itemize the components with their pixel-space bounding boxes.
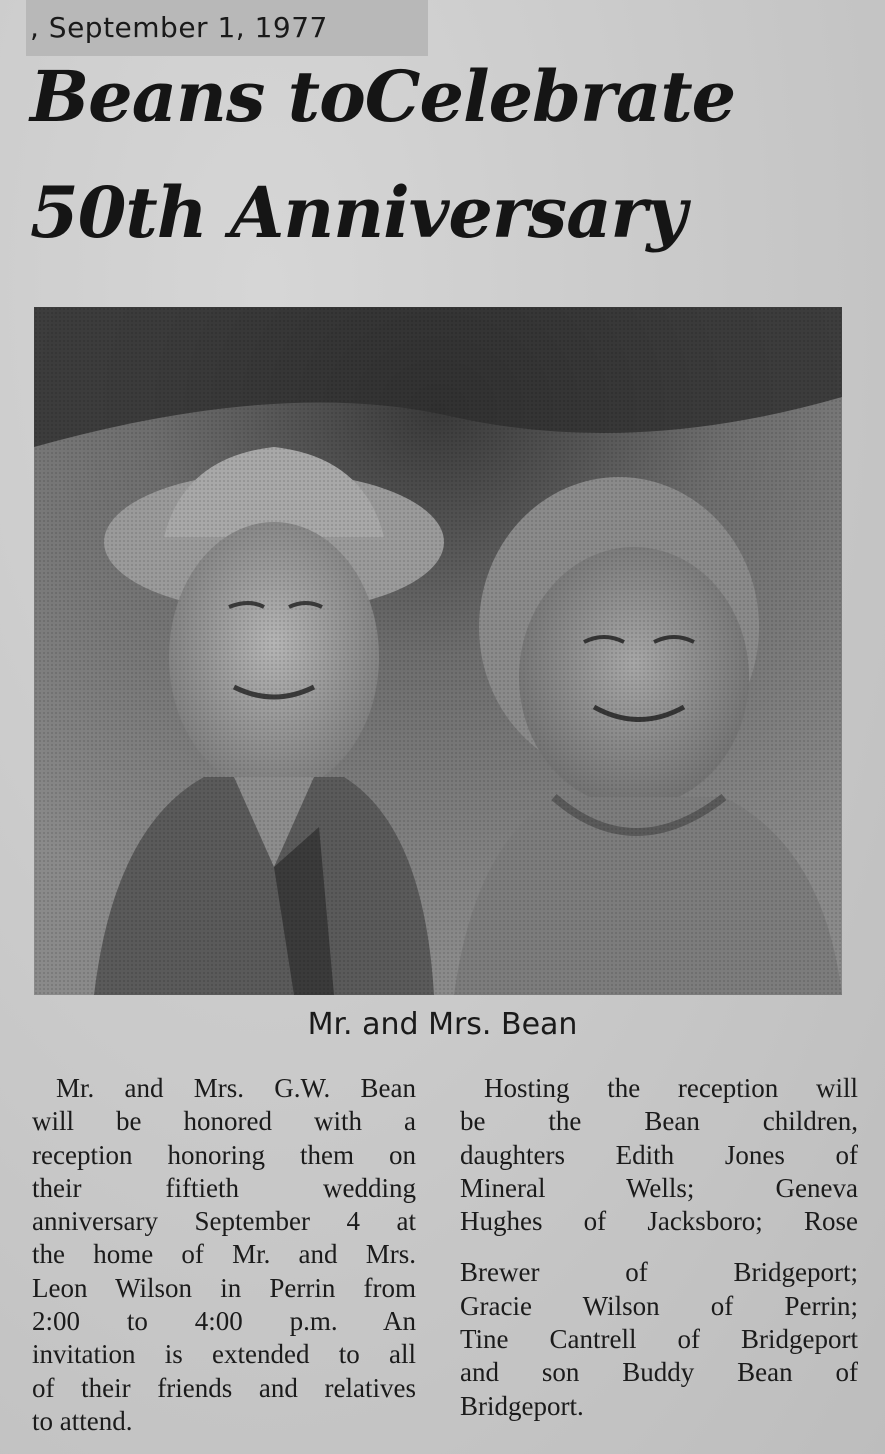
article-line: will be honored with a bbox=[32, 1106, 416, 1137]
couple-photo bbox=[34, 307, 842, 995]
dateline: , September 1, 1977 bbox=[26, 0, 428, 56]
article-line: daughters Edith Jones of bbox=[460, 1139, 858, 1170]
article-line: Tine Cantrell of Bridgeport bbox=[460, 1324, 858, 1355]
article-line: Gracie Wilson of Perrin; bbox=[460, 1290, 858, 1321]
article-line: Bridgeport. bbox=[460, 1390, 584, 1421]
photo-caption: Mr. and Mrs. Bean bbox=[307, 1007, 578, 1042]
article-column-left bbox=[32, 1072, 416, 1438]
article-line: Hughes of Jacksboro; Rose bbox=[460, 1206, 858, 1237]
article-line: be the Bean children, bbox=[460, 1106, 858, 1137]
article-line: Leon Wilson in Perrin from bbox=[32, 1272, 416, 1303]
article-line: invitation is extended to all bbox=[32, 1339, 416, 1370]
headline-line-1: Beans toCelebrate bbox=[30, 55, 736, 138]
article-line: Mineral Wells; Geneva bbox=[460, 1172, 858, 1203]
article-line: the home of Mr. and Mrs. bbox=[32, 1239, 416, 1270]
article-line: and son Buddy Bean of bbox=[460, 1357, 858, 1388]
article-column-right bbox=[460, 1072, 858, 1423]
article-line: to attend. bbox=[32, 1405, 133, 1436]
article-line: Brewer of Bridgeport; bbox=[460, 1257, 858, 1288]
column-gap bbox=[460, 1238, 858, 1256]
article-line: 2:00 to 4:00 p.m. An bbox=[32, 1306, 416, 1337]
article-line: their fiftieth wedding bbox=[32, 1172, 416, 1203]
headline-line-2: 50th Anniversary bbox=[30, 171, 687, 254]
article-line: anniversary September 4 at bbox=[32, 1206, 416, 1237]
article-line: of their friends and relatives bbox=[32, 1372, 416, 1403]
article-line: reception honoring them on bbox=[32, 1139, 416, 1170]
article-line: Mr. and Mrs. G.W. Bean bbox=[56, 1073, 416, 1103]
article-line: Hosting the reception will bbox=[484, 1073, 858, 1103]
